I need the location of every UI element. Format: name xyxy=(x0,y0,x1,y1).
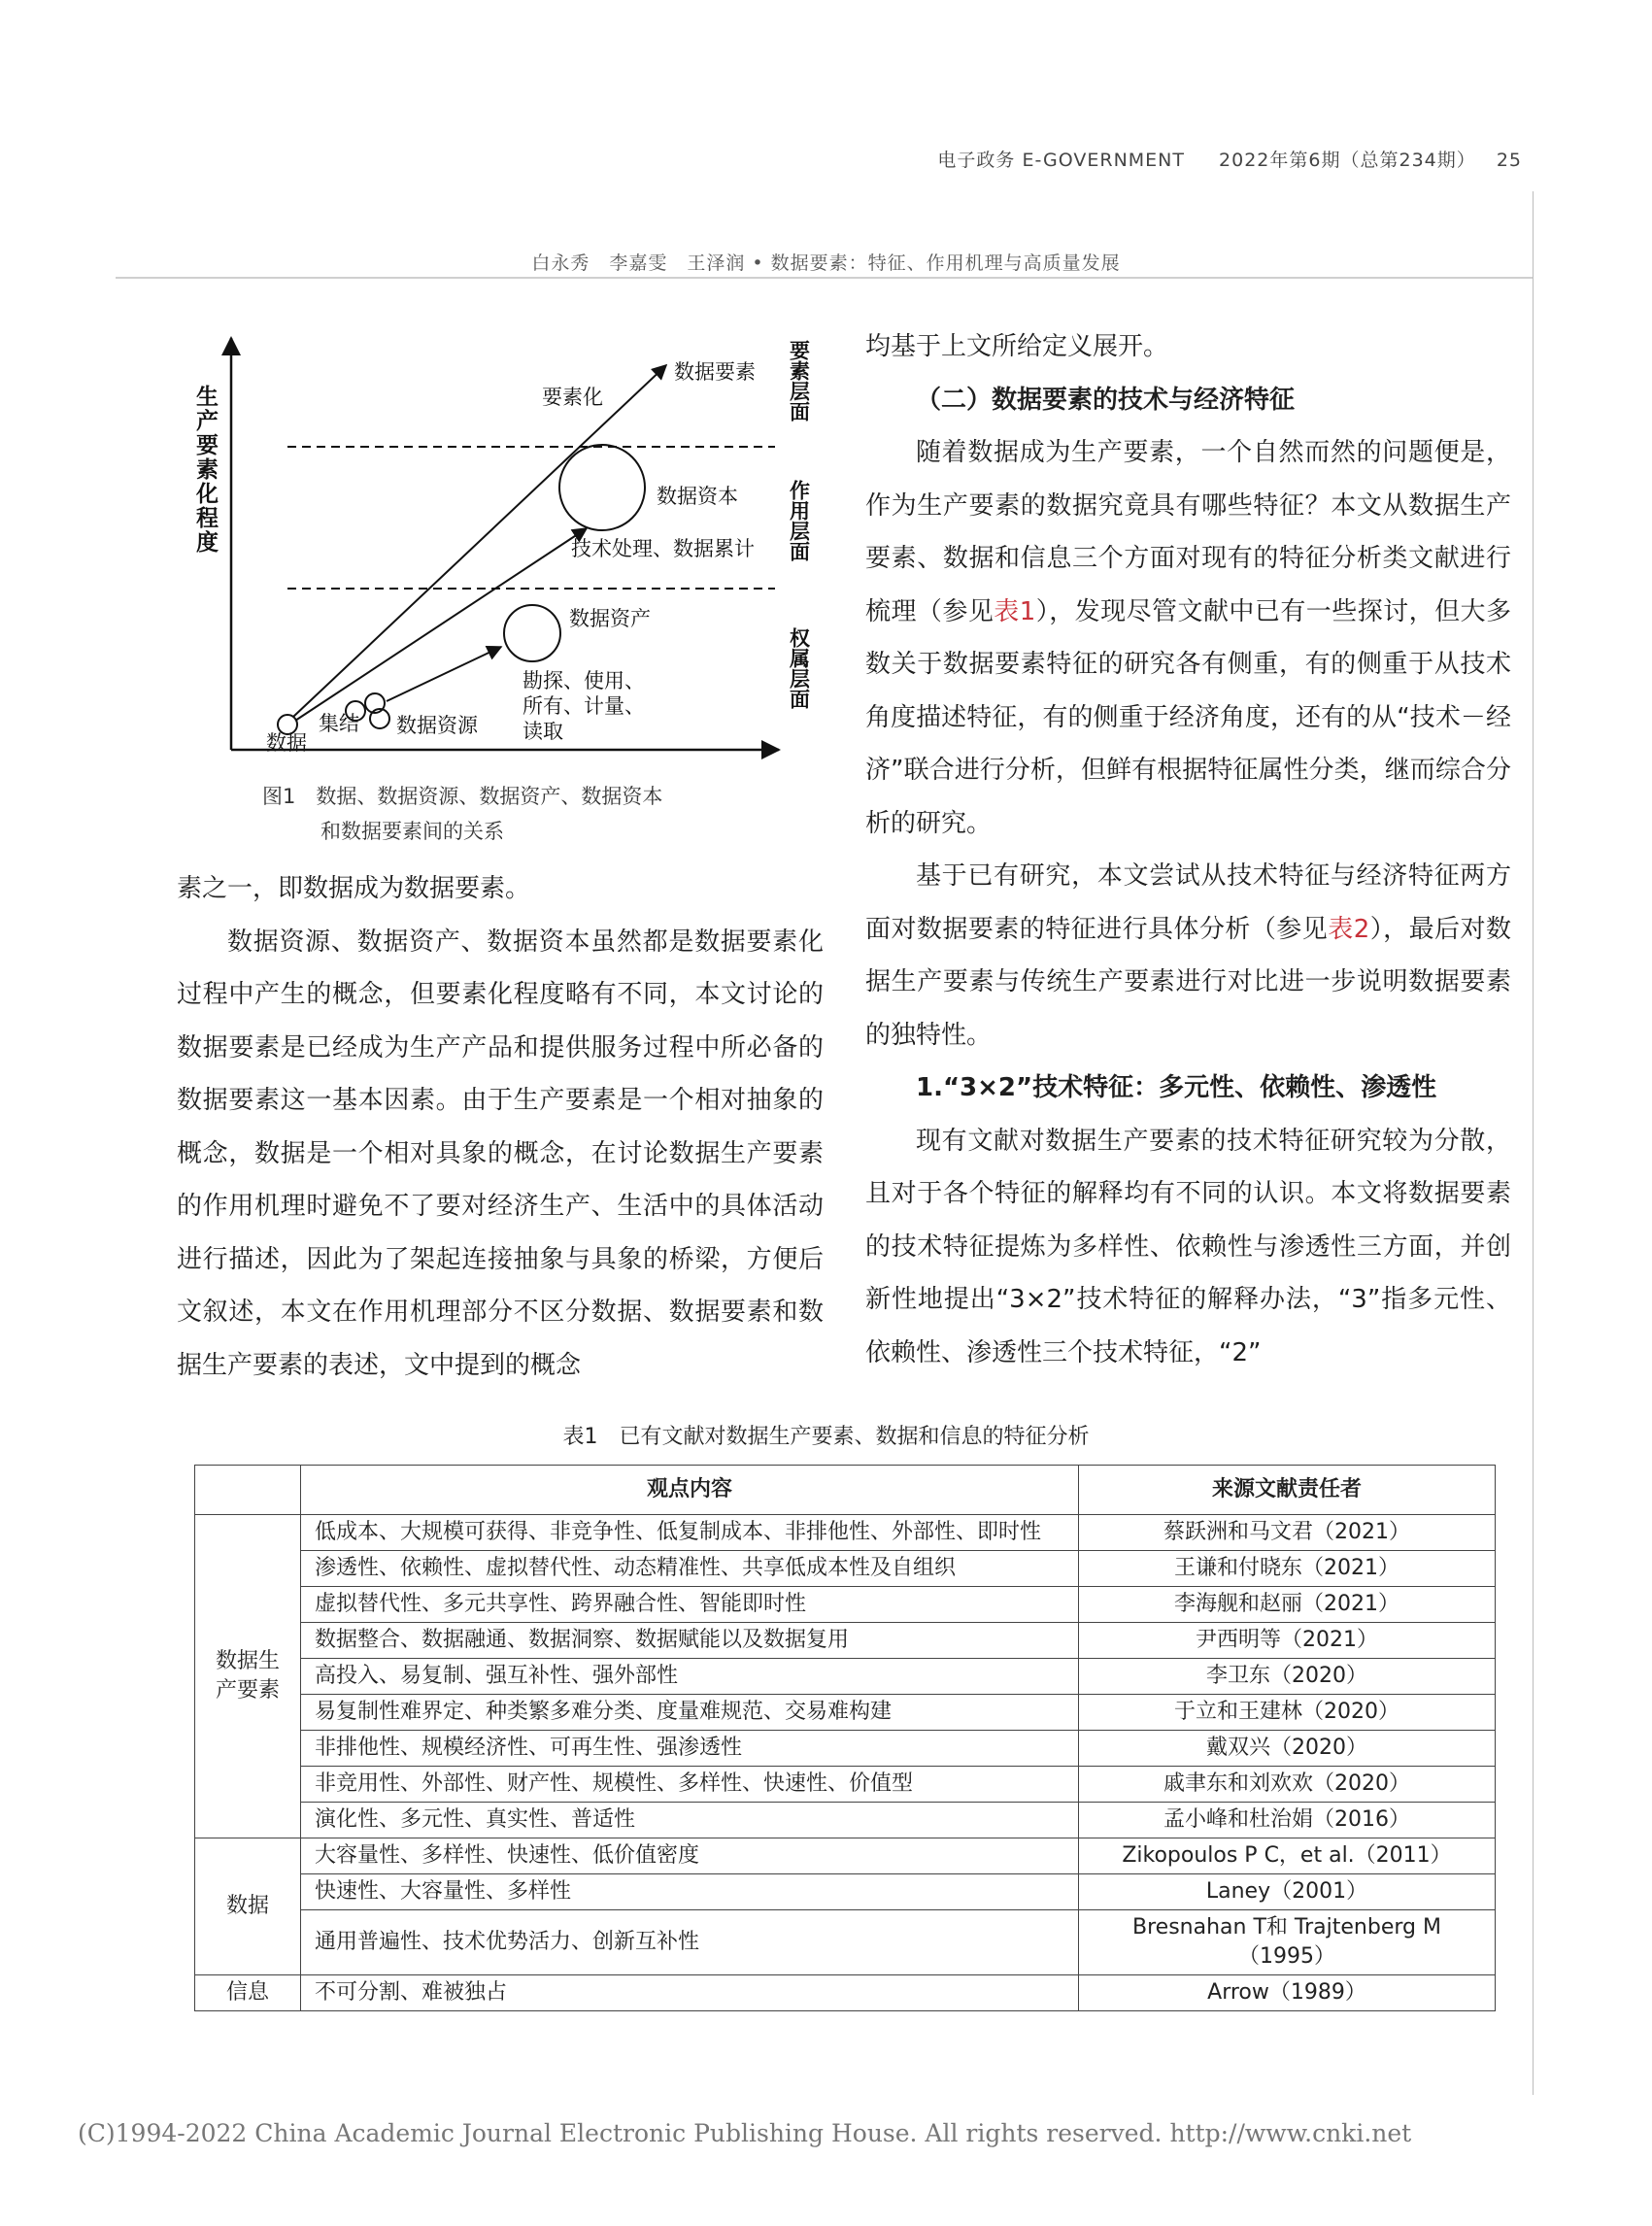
journal-header xyxy=(937,146,1522,172)
table-row xyxy=(195,1767,1496,1803)
table-category-cell: 信息 xyxy=(195,1975,301,2011)
table-cell-viewpoint: 通用普遍性、技术优势活力、创新互补性 xyxy=(301,1910,1079,1975)
node-gather-label: 集结 xyxy=(319,713,359,735)
right-paragraph-3 xyxy=(865,850,1511,1062)
table-cell-viewpoint: 非竞用性、外部性、财产性、规模性、多样性、快速性、价值型 xyxy=(301,1767,1079,1803)
right-p2-text-a: 随着数据成为生产要素，一个自然而然的问题便是，作为生产要素的数据究竟具有哪些特征？本文从数据生产要素、数据和信息三个方面对现有的特征分析类文献进行梳理（参见 xyxy=(865,438,1511,626)
table-cell-viewpoint: 非排他性、规模经济性、可再生性、强渗透性 xyxy=(301,1731,1079,1767)
figure-1-caption xyxy=(262,779,662,849)
table-1 xyxy=(194,1465,1496,2011)
table-cell-viewpoint: 高投入、易复制、强互补性、强外部性 xyxy=(301,1659,1079,1695)
table-1-reference-link[interactable]: 表1 xyxy=(994,596,1036,626)
table-1-container xyxy=(194,1465,1496,2011)
node-data-label: 数据 xyxy=(266,732,307,755)
table-cell-viewpoint: 易复制性难界定、种类繁多难分类、度量难规范、交易难构建 xyxy=(301,1695,1079,1731)
table-1-title: 表1 已有文献对数据生产要素、数据和信息的特征分析 xyxy=(562,1425,1090,1449)
table-header-category xyxy=(195,1466,301,1515)
table-cell-source: Arrow（1989） xyxy=(1079,1975,1496,2011)
margin-rule xyxy=(1533,191,1534,2095)
article-running-title: 白永秀 李嘉雯 王泽润 • 数据要素：特征、作用机理与高质量发展 xyxy=(531,253,1121,274)
node-data-circle xyxy=(278,715,297,734)
right-column xyxy=(865,320,1511,1379)
node-asset-label: 数据资产 xyxy=(569,608,651,630)
table-row xyxy=(195,1551,1496,1587)
table-row xyxy=(195,1515,1496,1551)
table-cell-viewpoint: 低成本、大规模可获得、非竞争性、低复制成本、非排他性、外部性、即时性 xyxy=(301,1515,1079,1551)
issue-info: 2022年第6期（总第234期） xyxy=(1219,150,1476,171)
table-cell-viewpoint: 虚拟替代性、多元共享性、跨界融合性、智能即时性 xyxy=(301,1587,1079,1623)
table-row xyxy=(195,1659,1496,1695)
edge-label-elementization: 要素化 xyxy=(542,387,603,409)
right-p2-text-b: ），发现尽管文献中已有一些探讨，但大多数关于数据要素特征的研究各有侧重，有的侧重于从技术角度描述特征，有的侧重于经济角度，还有的从“技术－经济”联合进行分析，但鲜有根据特征属性分类，继而综合分析的研究。 xyxy=(865,596,1511,838)
arrow-to-asset xyxy=(387,647,501,701)
table-category-cell: 数据 xyxy=(195,1838,301,1975)
table-row xyxy=(195,1695,1496,1731)
table-cell-source: 李海舰和赵丽（2021） xyxy=(1079,1587,1496,1623)
header-rule xyxy=(116,277,1533,279)
figure-caption-line-1: 图1 数据、数据资源、数据资产、数据资本 xyxy=(262,785,663,808)
table-cell-source: 李卫东（2020） xyxy=(1079,1659,1496,1695)
layer-label-middle: 作用层面 xyxy=(787,480,810,561)
edge-label-rights-2: 所有、计量、 xyxy=(523,695,645,718)
right-paragraph-2 xyxy=(865,426,1511,850)
figure-caption-line-2: 和数据要素间的关系 xyxy=(320,820,504,843)
table-row xyxy=(195,1803,1496,1838)
table-cell-source: 戴双兴（2020） xyxy=(1079,1731,1496,1767)
table-cell-viewpoint: 快速性、大容量性、多样性 xyxy=(301,1874,1079,1910)
table-cell-viewpoint: 不可分割、难被独占 xyxy=(301,1975,1079,2011)
table-cell-viewpoint: 演化性、多元性、真实性、普适性 xyxy=(301,1803,1079,1838)
right-p3-text-a: 基于已有研究，本文尝试从技术特征与经济特征两方面对数据要素的特征进行具体分析（参见 xyxy=(865,861,1511,944)
right-paragraph-4: 现有文献对数据生产要素的技术特征研究较为分散，且对于各个特征的解释均有不同的认识。本文将数据要素的技术特征提炼为多样性、依赖性与渗透性三方面，并创新性地提出“3×2”技术特征的解释办法，“3”指多元性、依赖性、渗透性三个技术特征，“2” xyxy=(865,1126,1511,1367)
table-cell-source: 于立和王建林（2020） xyxy=(1079,1695,1496,1731)
layer-label-top: 要素层面 xyxy=(787,340,810,422)
section-heading-2: （二）数据要素的技术与经济特征 xyxy=(916,385,1296,415)
left-paragraph-1: 素之一，即数据成为数据要素。 xyxy=(177,874,531,903)
table-row xyxy=(195,1587,1496,1623)
table-cell-source: 戚聿东和刘欢欢（2020） xyxy=(1079,1767,1496,1803)
table-header-viewpoint: 观点内容 xyxy=(301,1466,1079,1515)
copyright-footer: (C)1994-2022 China Academic Journal Electronic Publishing House. All rights reserved. http://www.cnki.net xyxy=(78,2119,1412,2147)
table-row xyxy=(195,1731,1496,1767)
table-cell-source: 蔡跃洲和马文君（2021） xyxy=(1079,1515,1496,1551)
node-element-label: 数据要素 xyxy=(674,361,756,384)
table-row xyxy=(195,1623,1496,1659)
page-number: 25 xyxy=(1496,150,1522,171)
table-header-source: 来源文献责任者 xyxy=(1079,1466,1496,1515)
edge-label-rights-1: 勘探、使用、 xyxy=(523,670,645,692)
node-asset-circle xyxy=(504,605,560,661)
table-row xyxy=(195,1910,1496,1975)
edge-label-rights-3: 读取 xyxy=(523,721,563,743)
node-capital-circle xyxy=(559,445,645,530)
table-header-row xyxy=(195,1466,1496,1515)
table-row xyxy=(195,1874,1496,1910)
layer-label-bottom: 权属层面 xyxy=(787,627,810,709)
table-cell-viewpoint: 数据整合、数据融通、数据洞察、数据赋能以及数据复用 xyxy=(301,1623,1079,1659)
node-capital-label: 数据资本 xyxy=(657,486,738,508)
figure-1-diagram xyxy=(181,330,841,767)
table-cell-source: 尹西明等（2021） xyxy=(1079,1623,1496,1659)
table-row xyxy=(195,1838,1496,1874)
journal-name: 电子政务 E-GOVERNMENT xyxy=(937,150,1185,171)
y-axis-label: 生产要素化程度 xyxy=(193,385,219,555)
left-column xyxy=(177,862,824,1392)
table-cell-source: 王谦和付晓东（2021） xyxy=(1079,1551,1496,1587)
edge-label-tech: 技术处理、数据累计 xyxy=(571,538,755,560)
right-paragraph-1: 均基于上文所给定义展开。 xyxy=(865,332,1169,361)
table-cell-viewpoint: 大容量性、多样性、快速性、低价值密度 xyxy=(301,1838,1079,1874)
section-heading-3: 1.“3×2”技术特征：多元性、依赖性、渗透性 xyxy=(916,1073,1437,1102)
table-2-reference-link[interactable]: 表2 xyxy=(1328,914,1370,944)
table-cell-source: Bresnahan T和 Trajtenberg M（1995） xyxy=(1079,1910,1496,1975)
table-cell-source: 孟小峰和杜治娟（2016） xyxy=(1079,1803,1496,1838)
table-cell-source: Zikopoulos P C，et al.（2011） xyxy=(1079,1838,1496,1874)
table-row xyxy=(195,1975,1496,2011)
left-paragraph-2: 数据资源、数据资产、数据资本虽然都是数据要素化过程中产生的概念，但要素化程度略有不同，本文讨论的数据要素是已经成为生产产品和提供服务过程中所必备的数据要素这一基本因素。由于生产要素是一个相对抽象的概念，数据是一个相对具象的概念，在讨论数据生产要素的作用机理时避免不了要对经济生产、生活中的具体活动进行描述，因此为了架起连接抽象与具象的桥梁，方便后文叙述，本文在作用机理部分不区分数据、数据要素和数据生产要素的表述，文中提到的概念 xyxy=(177,927,824,1380)
node-resource-label: 数据资源 xyxy=(396,715,478,737)
right-p3-text-b: ），最后对数据生产要素与传统生产要素进行对比进一步说明数据要素的独特性。 xyxy=(865,914,1511,1050)
table-category-cell: 数据生产要素 xyxy=(195,1515,301,1838)
table-cell-viewpoint: 渗透性、依赖性、虚拟替代性、动态精准性、共享低成本性及自组织 xyxy=(301,1551,1079,1587)
table-cell-source: Laney（2001） xyxy=(1079,1874,1496,1910)
